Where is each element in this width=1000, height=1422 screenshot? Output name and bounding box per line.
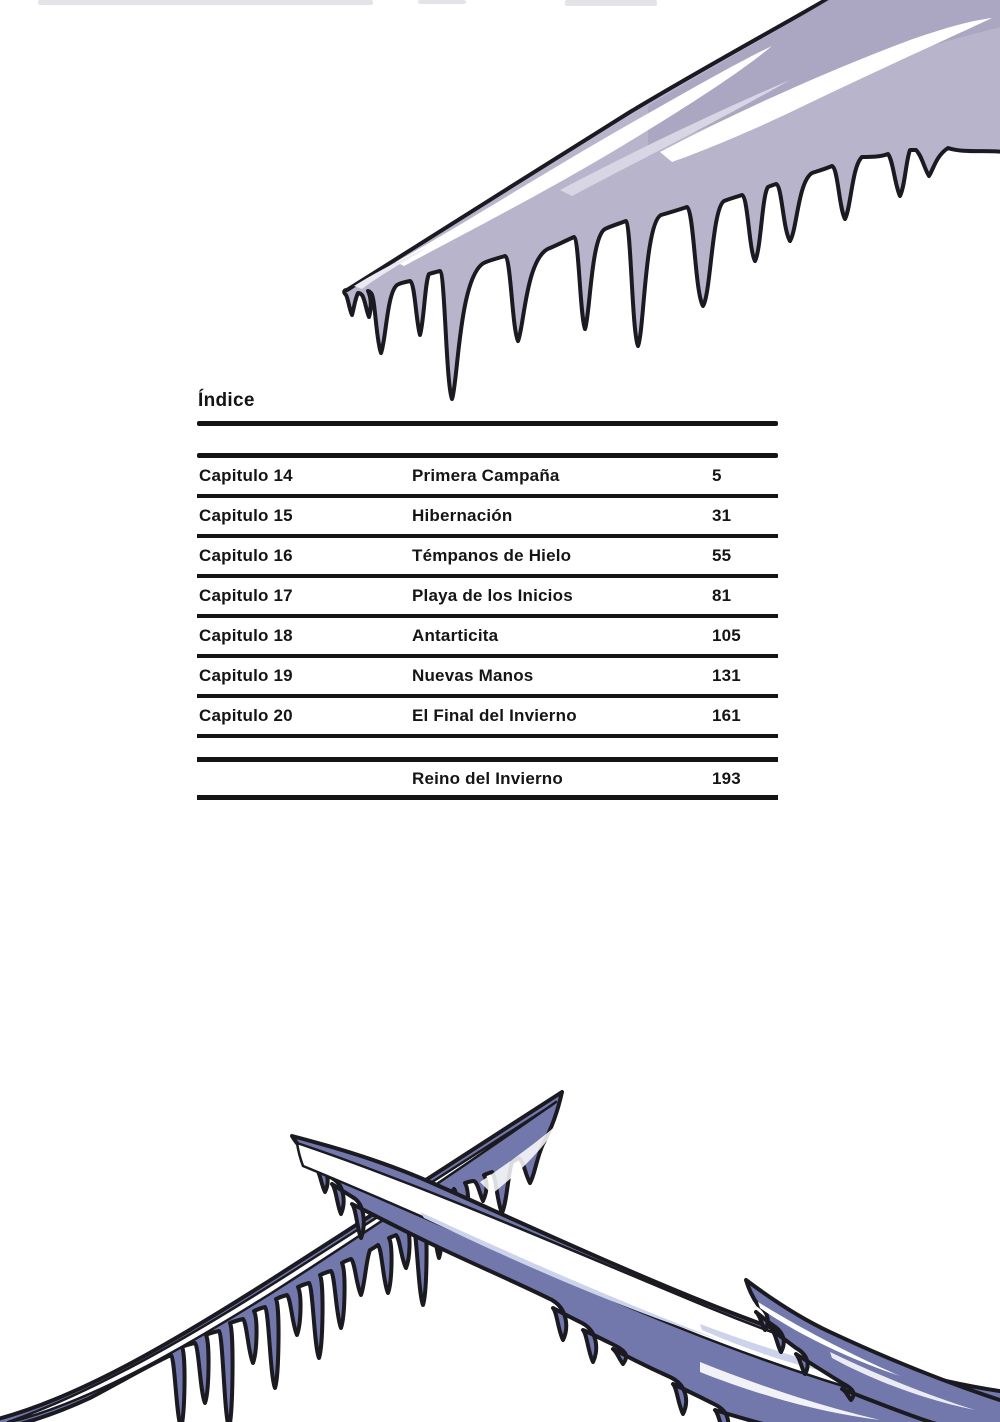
toc-chapter-label: Capitulo 14 (199, 466, 293, 485)
toc-chapter-title: Témpanos de Hielo (412, 546, 572, 565)
toc-row (197, 658, 778, 698)
toc-chapter-title: Antarticita (412, 626, 499, 645)
toc-chapter-title: Primera Campaña (412, 466, 560, 485)
toc-page-number: 81 (712, 586, 732, 605)
toc-row (197, 458, 778, 498)
toc-page-number: 5 (712, 466, 722, 485)
toc-chapter-label: Capitulo 20 (199, 706, 293, 725)
toc-row (197, 538, 778, 578)
toc-row (197, 698, 778, 738)
toc-chapter-title: Playa de los Inicios (412, 586, 573, 605)
toc-chapter-label: Capitulo 17 (199, 586, 293, 605)
toc-chapter-label: Capitulo 16 (199, 546, 293, 565)
heading-rule (197, 421, 778, 426)
toc-row (197, 498, 778, 538)
top-icicle-illustration (0, 0, 1000, 420)
toc-chapter-title: El Final del Invierno (412, 706, 577, 725)
toc-page-number: 105 (712, 626, 741, 645)
toc-page-number: 31 (712, 506, 732, 525)
toc-chapter-title: Nuevas Manos (412, 666, 534, 685)
toc-row (197, 578, 778, 618)
toc-page-number: 55 (712, 546, 732, 565)
toc-rows (197, 458, 778, 738)
toc-page-number: 131 (712, 666, 741, 685)
bottom-ice-illustration (0, 1062, 1000, 1422)
toc-chapter-label: Capitulo 18 (199, 626, 293, 645)
toc-page-number: 193 (712, 768, 741, 788)
toc-page-number: 161 (712, 706, 741, 725)
toc-closing-section (197, 757, 778, 800)
toc-row (197, 618, 778, 658)
toc-chapter-title: Hibernación (412, 506, 513, 525)
toc-table (197, 453, 778, 738)
toc-chapter-label: Capitulo 19 (199, 666, 293, 685)
toc-chapter-title: Reino del Invierno (412, 768, 563, 788)
toc-chapter-label: Capitulo 15 (199, 506, 293, 525)
toc-closing-row (197, 757, 778, 800)
page-title: Índice (198, 390, 255, 411)
icicle-beam-outline (344, 0, 1000, 399)
